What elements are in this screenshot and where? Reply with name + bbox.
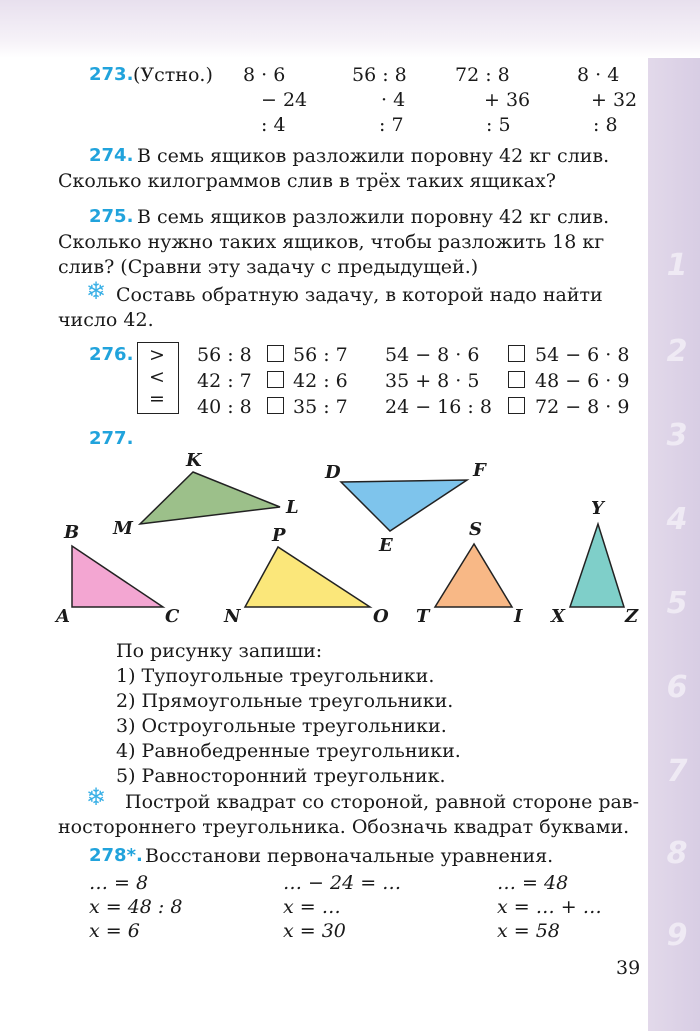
text-line: Восстанови первоначальные уравнения.	[145, 845, 554, 867]
snowflake-icon: ❄	[86, 783, 107, 811]
expr: 8 · 6	[243, 64, 286, 86]
expr: 35 : 7	[293, 396, 348, 418]
snowflake-icon: ❄	[86, 277, 107, 305]
vertex-label: L	[286, 497, 299, 518]
triangle-dfe	[341, 480, 467, 531]
vertex-label: Y	[591, 498, 604, 519]
vertex-label: B	[64, 522, 80, 543]
vertex-label: E	[379, 535, 393, 556]
vertex-label: O	[373, 606, 389, 627]
chapter-tab-7: 7	[666, 754, 688, 789]
expr: 40 : 8	[197, 396, 252, 418]
triangle-kml	[140, 472, 280, 524]
expr: 56 : 8	[197, 344, 252, 366]
chapter-tab-4: 4	[666, 502, 688, 537]
equation: x = 30	[283, 920, 346, 942]
list-item: 5) Равносторонний треугольник.	[116, 765, 446, 787]
equation: x = 58	[497, 920, 560, 942]
expr: 72 − 8 · 9	[535, 396, 630, 418]
vertex-label: K	[186, 450, 202, 471]
exercise-number: 274.	[89, 145, 134, 166]
sign-equal: =	[149, 388, 165, 410]
text-line: Построй квадрат со стороной, равной стороне рав-	[125, 791, 640, 813]
text-line: число 42.	[58, 309, 154, 331]
list-item: 3) Остроугольные треугольники.	[116, 715, 447, 737]
expr: 56 : 7	[293, 344, 348, 366]
equation: x = 6	[89, 920, 140, 942]
equation: x = … + …	[497, 896, 602, 918]
expr: 54 − 6 · 8	[535, 344, 630, 366]
equation: x = …	[283, 896, 341, 918]
vertex-label: S	[469, 519, 482, 540]
chapter-tab-3: 3	[666, 418, 688, 453]
expr: · 4	[381, 89, 406, 111]
expr: 56 : 8	[352, 64, 407, 86]
text-line: В семь ящиков разложили поровну 42 кг слив.	[137, 145, 610, 167]
chapter-tab-8: 8	[666, 836, 688, 871]
list-item: 1) Тупоугольные треугольники.	[116, 665, 435, 687]
vertex-label: T	[416, 606, 430, 627]
triangle-abc	[72, 546, 163, 607]
list-item: 4) Равнобедренные треугольники.	[116, 740, 461, 762]
page-number: 39	[616, 957, 641, 979]
chapter-tab-2: 2	[666, 334, 688, 369]
expr: : 4	[261, 114, 286, 136]
exercise-number: 278*.	[89, 845, 143, 866]
expr: 72 : 8	[455, 64, 510, 86]
vertex-label: C	[165, 606, 180, 627]
triangle-pno	[245, 547, 370, 607]
vertex-label: D	[325, 462, 341, 483]
text-line: слив? (Сравни эту задачу с предыдущей.)	[58, 256, 479, 278]
sign-greater: >	[149, 344, 165, 366]
expr: 48 − 6 · 9	[535, 370, 630, 392]
vertex-label: A	[56, 606, 70, 627]
expr: + 36	[484, 89, 531, 111]
equation: … − 24 = …	[283, 872, 402, 894]
expr: 54 − 8 · 6	[385, 344, 480, 366]
chapter-tab-5: 5	[666, 586, 688, 621]
text-line: Составь обратную задачу, в которой надо найти	[116, 284, 603, 306]
text-line: По рисунку запиши:	[116, 640, 323, 662]
chapter-tab-6: 6	[666, 670, 688, 705]
expr: + 32	[591, 89, 638, 111]
expr: − 24	[261, 89, 308, 111]
expr: 42 : 6	[293, 370, 348, 392]
expr: 8 · 4	[577, 64, 620, 86]
chapter-tab-9: 9	[666, 918, 688, 953]
expr: : 5	[486, 114, 511, 136]
expr: : 8	[593, 114, 618, 136]
triangle-sti	[435, 544, 512, 607]
text-line: Сколько килограммов слив в трёх таких ящиках?	[58, 170, 556, 192]
chapter-tab-1: 1	[666, 248, 688, 283]
exercise-number: 273.	[89, 64, 134, 85]
expr: 35 + 8 · 5	[385, 370, 480, 392]
expr: : 7	[379, 114, 404, 136]
text-line: ностороннего треугольника. Обозначь квадрат буквами.	[58, 816, 630, 838]
exercise-number: 277.	[89, 428, 134, 449]
oral-tag: (Устно.)	[133, 64, 213, 86]
expr: 24 − 16 : 8	[385, 396, 492, 418]
text-line: Сколько нужно таких ящиков, чтобы разложить 18 кг	[58, 231, 605, 253]
equation: … = 8	[89, 872, 149, 894]
vertex-label: M	[113, 518, 133, 539]
vertex-label: I	[514, 606, 523, 627]
vertex-label: X	[551, 606, 565, 627]
vertex-label: Z	[625, 606, 639, 627]
equation: … = 48	[497, 872, 569, 894]
vertex-label: N	[224, 606, 241, 627]
exercise-number: 276.	[89, 344, 134, 365]
sign-less: <	[149, 366, 165, 388]
triangle-yxz	[570, 524, 624, 607]
vertex-label: F	[473, 460, 486, 481]
text-line: В семь ящиков разложили поровну 42 кг слив.	[137, 206, 610, 228]
equation: x = 48 : 8	[89, 896, 183, 918]
exercise-number: 275.	[89, 206, 134, 227]
list-item: 2) Прямоугольные треугольники.	[116, 690, 454, 712]
vertex-label: P	[272, 525, 286, 546]
expr: 42 : 7	[197, 370, 252, 392]
